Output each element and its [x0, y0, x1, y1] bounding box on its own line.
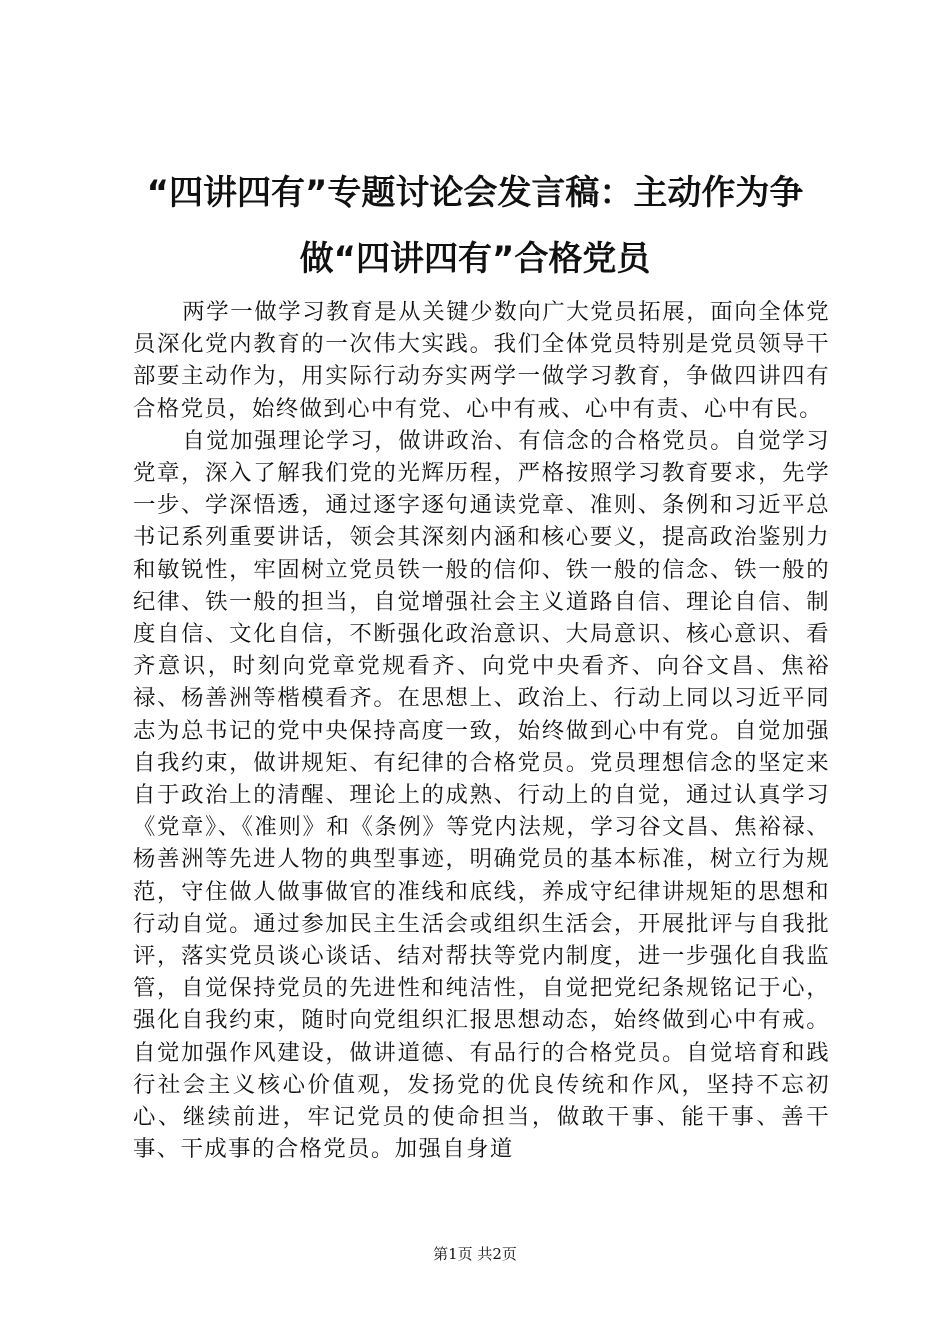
document-title-line-2: 做“四讲四有”合格党员 — [299, 239, 651, 279]
body-paragraph-2: 自觉加强理论学习，做讲政治、有信念的合格党员。自觉学习党章，深入了解我们党的光辉历程，严格按照学习教育要求，先学一步、学深悟透，通过逐字逐句通读党章、准则、条例和习近平总书记系列重要讲话，领会其深刻内涵和核心要义，提高政治鉴别力和敏锐性，牢固树立党员铁一般的信仰、铁一般的信念、铁一般的纪律、铁一般的担当，自觉增强社会主义道路自信、理论自信、制度自信、文化自信，不断强化政治意识、大局意识、核心意识、看齐意识，时刻向党章党规看齐、向党中央看齐、向谷文昌、焦裕禄、杨善洲等楷模看齐。在思想上、政治上、行动上同以习近平同志为总书记的党中央保持高度一致，始终做到心中有党。自觉加强自我约束，做讲规矩、有纪律的合格党员。党员理想信念的坚定来自于政治上的清醒、理论上的成熟、行动上的自觉，通过认真学习《党章》、《准则》和《条例》等党内法规，学习谷文昌、焦裕禄、杨善洲等先进人物的典型事迹，明确党员的基本标准，树立行为规范，守住做人做事做官的准线和底线，养成守纪律讲规矩的思想和行动自觉。通过参加民主生活会或组织生活会，开展批评与自我批评，落实党员谈心谈话、结对帮扶等党内制度，进一步强化自我监管，自觉保持党员的先进性和纯洁性，自觉把党纪条规铭记于心，强化自我约束，随时向党组织汇报思想动态，始终做到心中有戒。自觉加强作风建设，做讲道德、有品行的合格党员。自觉培育和践行社会主义核心价值观，发扬党的优良传统和作风，坚持不忘初心、继续前进，牢记党员的使命担当，做敢干事、能干事、善干事、干成事的合格党员。加强自身道 — [133, 427, 830, 1163]
document-title — [110, 160, 840, 292]
document-title-line-1: “四讲四有”专题讨论会发言稿：主动作为争 — [146, 173, 804, 213]
body-paragraph-1: 两学一做学习教育是从关键少数向广大党员拓展，面向全体党员深化党内教育的一次伟大实践。我们全体党员特别是党员领导干部要主动作为，用实际行动夯实两学一做学习教育，争做四讲四有合格党员，始终做到心中有党、心中有戒、心中有责、心中有民。 — [133, 299, 830, 422]
page-number-label: 第1页 共2页 — [433, 1245, 517, 1263]
page-footer — [0, 1244, 950, 1264]
document-body — [133, 296, 830, 1165]
